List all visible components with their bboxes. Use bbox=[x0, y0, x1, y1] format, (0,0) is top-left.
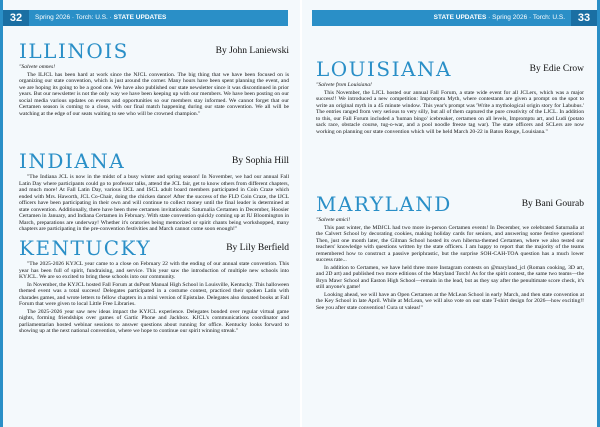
greeting: "Salvete amici! bbox=[316, 217, 351, 223]
right-page bbox=[302, 0, 600, 427]
header-info bbox=[29, 14, 172, 21]
state-title: ILLINOIS bbox=[19, 39, 129, 63]
greeting: "Salvete from Louisiana! bbox=[316, 82, 372, 88]
paragraph: "The 2025-2026 KYJCL year came to a close on February 22 with the ending of our annual state convention. This year has been full of spirit, fundraising, and service. This year saw the introduction of multiple new schools into KYJCL. We are so excited to bring these schools into our community. bbox=[19, 261, 289, 280]
author-byline: By Edie Crow bbox=[529, 64, 584, 74]
paragraph: The 2025-2026 year saw new ideas impact the KYJCL experience. Delegates bonded over regular virtual game nights, forming friendships over games of Gartic Phone and Jackbox. KJCL's communications coordinator and parliamentarian hosted webinar sessions to answer questions about running for office. Kentucky looks forward to showing up at the next national convention, where we hope to continue our spirit winning streak." bbox=[19, 308, 289, 334]
paragraph: In addition to Certamen, we have held three more Instagram contests on @maryland_jcl (Roman cooking, 3D art, and 2D art) and published two more editions of the Maryland Torch! As for the spirit contest, the same two teams—the Bryn Mawr School and Easton High School—remain in the lead, but as they say after the penultimate score check, it's still anyone's game! bbox=[316, 264, 584, 290]
page-number: 33 bbox=[571, 10, 597, 26]
maryland-section bbox=[316, 193, 584, 312]
paragraph: The ILJCL has been hard at work since the NJCL convention. The big thing that we have been focused on is organizing our state convention, which is just around the corner. Many hours have been spent planning the event, and we are hoping its going to be a good one. We have also published our state newsletter since it was discontinued in prior years. But our newsletter is not the only way we have been keeping up with our members. We have been posting on our social media various updates on events and opportunities so our members stay informed. We cannot forget that our Certamen season is coming to a close, with our final match happening during our state convention. We all will be watching at the edge of our seats waiting to see who will be crowned champion." bbox=[19, 71, 289, 117]
header-info bbox=[428, 14, 571, 21]
paragraph: In November, the KYJCL hosted Fall Forum at duPont Manual High School in Louisville, Kentucky. This halloween themed event was a total success! Delegates participated in a costume contest, practiced their spoken Latin with charades games, and wrote letters to fellow chapters in a mini version of Epistulae. Delegates also donated books at Fall Forum that were given to local Little Free Libraries. bbox=[19, 281, 289, 307]
article-body bbox=[316, 82, 584, 135]
article-body bbox=[316, 217, 584, 311]
author-byline: By Sophia Hill bbox=[231, 156, 289, 166]
article-body bbox=[19, 261, 289, 335]
article-body bbox=[19, 174, 289, 233]
article-body bbox=[19, 64, 289, 117]
page-number: 32 bbox=[3, 10, 29, 26]
indiana-section bbox=[19, 150, 289, 234]
author-byline: By Bani Gourab bbox=[521, 199, 584, 209]
illinois-section bbox=[19, 40, 289, 118]
state-title: INDIANA bbox=[19, 149, 126, 173]
author-byline: By John Laniewski bbox=[215, 46, 289, 56]
kentucky-section bbox=[19, 237, 289, 336]
state-title: MARYLAND bbox=[316, 192, 452, 216]
paragraph: Looking ahead, we will have an Open Certamen at the McLean School in early March, and then state convention at the Key School in late April. While at McLean, we will also vote on our state T-shirt design for 2026—how exciting!! See you after state convention! Cura ut valeas!" bbox=[316, 291, 584, 311]
paragraph: This past winter, the MDJCL had two more in-person Certamen events! In December, we celebrated Saturnalia at the Calvert School by decorating cookies, making holiday cards for seniors, and answering some festive questions! Then, just one month later, the Gilman School hosted its own hiberna-themed Certamen, where we also tested our teachers' knowledge with questions written by the state officers. I am happy to report that the majority of the teams remembered how to construct a passive periphrastic, but the surprise SOH-CAH-TOA question has a much lower success rate... bbox=[316, 224, 584, 263]
header-issue: · Spring 2026 · Torch: U.S. bbox=[486, 14, 565, 21]
paragraph: This November, the LJCL hosted our annual Fall Forum, a state wide event for all JCLers, which was a major success!! We introduced a new competition: Impromptu Myth, where contestants are given a prompt on the spot to write an original myth in a 45 minute window. This year's prompt was 'Write a mythological origin story for Labubus.' The entries ranged from very serious to very silly, but all of them captured the pure creativity of the LJCL. In addition to this, our Fall Forum included a 'human bingo' icebreaker, certamen on all levels, Impromptu art, and Ludi (potato sack race, obstacle course, tug-o-war, and a pool noodle freeze tag war). The state officers and SCLers are now working on planning our state convention which will be held March 20-22 in Baton Rouge, Louisiana." bbox=[316, 89, 584, 135]
author-byline: By Lily Berfield bbox=[226, 243, 289, 253]
paragraph: "The Indiana JCL is now in the midst of a busy winter and spring season! In November, we had our annual Fall Latin Day where participants could go to professor talks, attend the JCL fair, get to know others from different chapters, and much more! At Fall Latin Day, various IJCL and ISCL adult board members participated in Coin Craze which ended with Mrs. Haworth, JCL Co-Chair, doing the chicken dance! After the success of the FLD Coin Craze, the IJCL officers have been participating in their own and will continue to collect money until the final leader is determined at state convention. Additionally, there have been three certamen invitationals: Saturnalia Certamen in December, Hoosier Certamen in January, and Indiana Certamen in February. With state convention quickly coming up at IU Bloomington in March, preparations are underway! Whether it's oratories being memorized or spirit chants being workshopped, many chapters are participating in the pre-convention festivities and March cannot come soon enough!" bbox=[19, 174, 289, 232]
header-issue: Spring 2026 · Torch: U.S. · bbox=[35, 14, 114, 21]
state-title: KENTUCKY bbox=[19, 236, 152, 260]
louisiana-section bbox=[316, 58, 584, 136]
state-title: LOUISIANA bbox=[316, 57, 452, 81]
left-page-header bbox=[3, 10, 288, 26]
header-section: STATE UPDATES bbox=[113, 14, 167, 21]
header-section: STATE UPDATES bbox=[433, 14, 487, 21]
greeting: "Salvete omnes! bbox=[19, 64, 56, 70]
right-page-header bbox=[312, 10, 597, 26]
